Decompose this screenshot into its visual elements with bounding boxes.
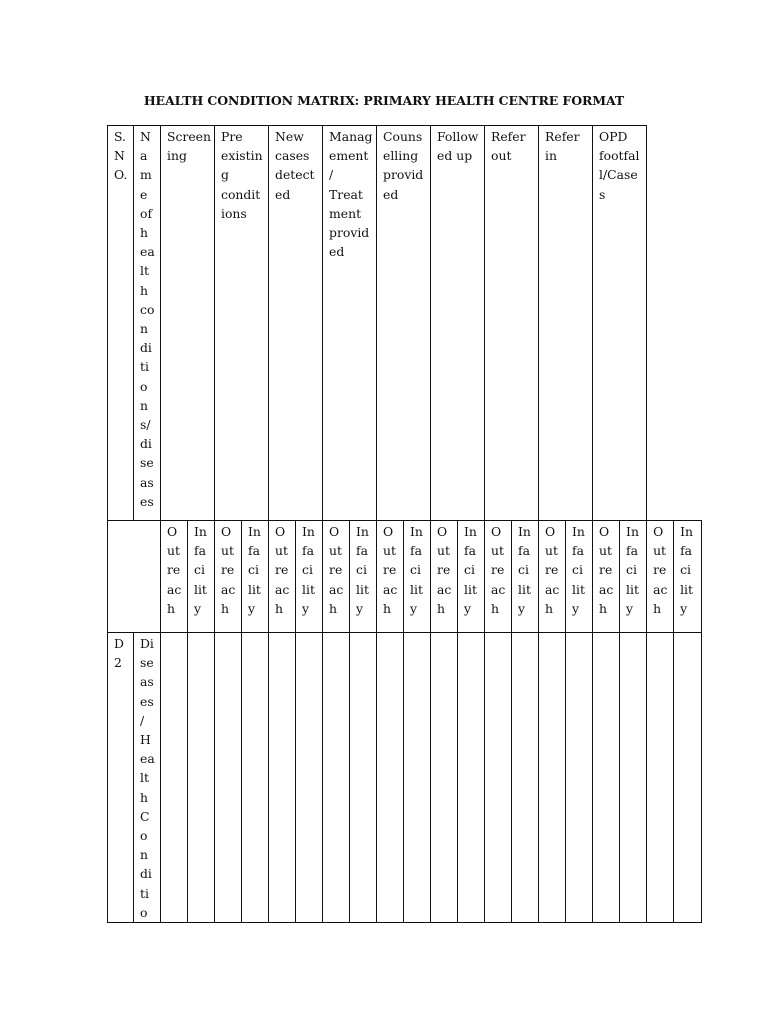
header-name-of-health-conditions: N a m e of h ea lt h co n di ti o n s/ di se as es (134, 126, 161, 521)
data-cell (242, 633, 269, 923)
health-condition-matrix-table (107, 125, 702, 923)
header-preexisting-conditions: Pre existin g condit ions (215, 126, 269, 521)
subheader-outreach: O ut re ac h (485, 521, 512, 633)
subheader-empty-cell (108, 521, 161, 633)
subheader-outreach: O ut re ac h (161, 521, 188, 633)
subheader-outreach: O ut re ac h (377, 521, 404, 633)
data-cell (377, 633, 404, 923)
subheader-infacility: In fa ci lit y (512, 521, 539, 633)
data-cell (512, 633, 539, 923)
header-refer-in: Refer in (539, 126, 593, 521)
subheader-infacility: In fa ci lit y (674, 521, 702, 633)
header-opd-footfall: OPD footfal l/Case s (593, 126, 647, 521)
subheader-infacility: In fa ci lit y (296, 521, 323, 633)
row-sno: D 2 (108, 633, 134, 923)
subheader-outreach: O ut re ac h (323, 521, 350, 633)
header-sno: S. N O. (108, 126, 134, 521)
data-cell (647, 633, 674, 923)
data-cell (404, 633, 431, 923)
data-cell (269, 633, 296, 923)
subheader-infacility: In fa ci lit y (242, 521, 269, 633)
page-title: HEALTH CONDITION MATRIX: PRIMARY HEALTH CENTRE FORMAT (143, 93, 625, 108)
subheader-outreach: O ut re ac h (593, 521, 620, 633)
data-cell (593, 633, 620, 923)
data-cell (323, 633, 350, 923)
header-refer-out: Refer out (485, 126, 539, 521)
data-cell (485, 633, 512, 923)
header-row (108, 126, 702, 521)
data-cell (350, 633, 377, 923)
subheader-infacility: In fa ci lit y (620, 521, 647, 633)
header-screening: Screen ing (161, 126, 215, 521)
data-cell (458, 633, 485, 923)
subheader-outreach: O ut re ac h (647, 521, 674, 633)
row-condition-name: Di se as es / H ea lt h C o n di ti o (134, 633, 161, 923)
subheader-infacility: In fa ci lit y (458, 521, 485, 633)
subheader-infacility: In fa ci lit y (566, 521, 593, 633)
subheader-outreach: O ut re ac h (269, 521, 296, 633)
data-cell (161, 633, 188, 923)
data-cell (566, 633, 593, 923)
data-cell (620, 633, 647, 923)
data-cell (188, 633, 215, 923)
subheader-infacility: In fa ci lit y (404, 521, 431, 633)
subheader-infacility: In fa ci lit y (350, 521, 377, 633)
header-management-treatment: Manag ement / Treat ment provid ed (323, 126, 377, 521)
header-counselling: Couns elling provid ed (377, 126, 431, 521)
table-row (108, 633, 702, 923)
subheader-infacility: In fa ci lit y (188, 521, 215, 633)
header-new-cases-detected: New cases detect ed (269, 126, 323, 521)
data-cell (431, 633, 458, 923)
data-cell (674, 633, 702, 923)
data-cell (215, 633, 242, 923)
header-followed-up: Follow ed up (431, 126, 485, 521)
data-cell (296, 633, 323, 923)
subheader-outreach: O ut re ac h (539, 521, 566, 633)
subheader-outreach: O ut re ac h (215, 521, 242, 633)
data-cell (539, 633, 566, 923)
subheader-row (108, 521, 702, 633)
subheader-outreach: O ut re ac h (431, 521, 458, 633)
